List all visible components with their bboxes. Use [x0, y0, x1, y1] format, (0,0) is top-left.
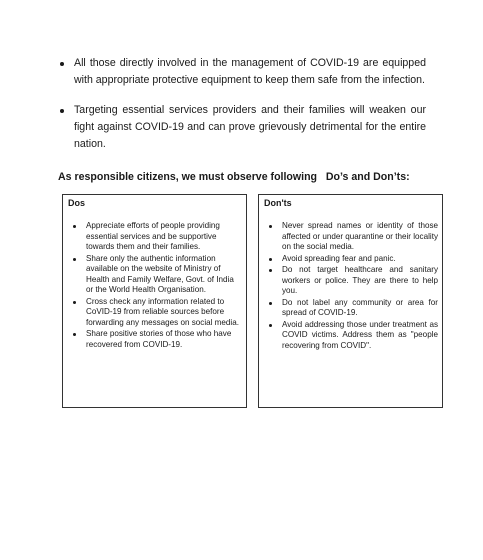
donts-item: Do not label any community or area for spread of COVID-19.	[267, 298, 438, 319]
dos-item: Cross check any information related to CoVID-19 from reliable sources before forwarding any messages on social media.	[71, 297, 242, 329]
donts-item: Avoid spreading fear and panic.	[267, 254, 438, 265]
dos-item: Share only the authentic information available on the website of Ministry of Health and Family Welfare, Govt. of India or the World Health Organisation.	[71, 254, 242, 296]
dos-donts-heading: As responsible citizens, we must observe following Do’s and Don’ts:	[58, 171, 410, 183]
donts-list	[259, 221, 442, 351]
dos-box	[62, 194, 247, 408]
top-bullet-targeting-services: Targeting essential services providers and their families will weaken our fight against COVID-19 and can prove grievously detrimental for the entire nation.	[58, 102, 426, 153]
top-bullet-list	[58, 55, 426, 166]
donts-item: Do not target healthcare and sanitary workers or police. They are there to help you.	[267, 265, 438, 297]
dos-item: Appreciate efforts of people providing essential services and be supportive towards them and their families.	[71, 221, 242, 253]
donts-item: Never spread names or identity of those affected or under quarantine or their locality on the social media.	[267, 221, 438, 253]
dos-list	[63, 221, 246, 350]
donts-title: Don'ts	[264, 198, 292, 208]
dos-title: Dos	[68, 198, 86, 208]
dos-item: Share positive stories of those who have recovered from COVID-19.	[71, 329, 242, 350]
donts-box	[258, 194, 443, 408]
top-bullet-protective-equipment: All those directly involved in the management of COVID-19 are equipped with appropriate protective equipment to keep them safe from the infection.	[58, 55, 426, 89]
donts-item: Avoid addressing those under treatment as COVID victims. Address them as "people recovering from COVID".	[267, 320, 438, 352]
